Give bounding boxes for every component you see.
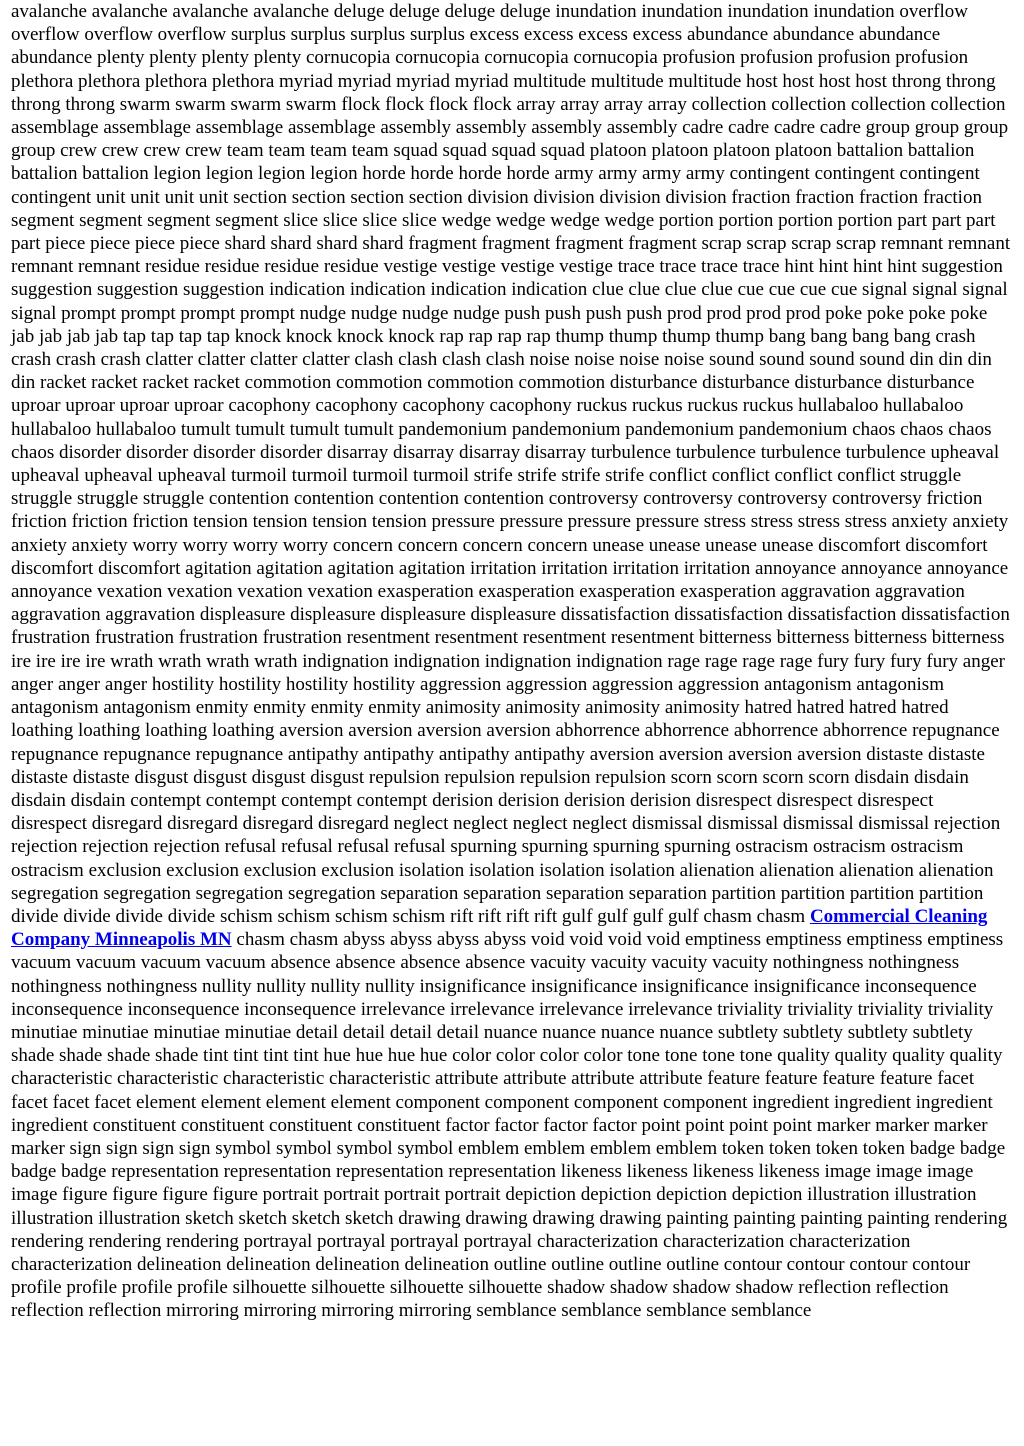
commercial-cleaning-link[interactable]: Commercial Cleaning Company Minneapolis MN	[11, 905, 988, 951]
body-text-after-link: chasm chasm abyss abyss abyss abyss void void void void emptiness emptiness emptiness emptiness vacuum vacuum vacuum vacuum absence absence absence absence vacuity vacuity vacuity vacuity nothingness nothingness nothingness nothingness nullity nullity nullity nullity insignificance insignificance insignificance insignificance inconsequence inconsequence inconsequence inconsequence irrelevance irrelevance irrelevance irrelevance triviality triviality triviality triviality minutiae minutiae minutiae minutiae detail detail detail detail nuance nuance nuance nuance subtlety subtlety subtlety subtlety shade shade shade shade tint tint tint tint hue hue hue hue color color color color tone tone tone tone quality quality quality quality characteristic characteristic characteristic characteristic attribute attribute attribute attribute feature feature feature feature facet facet facet facet element element element element component component component component ingredient ingredient ingredient ingredient constituent constituent constituent constituent factor factor factor factor point point point point marker marker marker marker sign sign sign sign symbol symbol symbol symbol emblem emblem emblem emblem token token token token badge badge badge badge representation representation representation representation likeness likeness likeness likeness image image image image figure figure figure figure portrait portrait portrait portrait depiction depiction depiction depiction illustration illustration illustration illustration sketch sketch sketch sketch drawing drawing drawing drawing painting painting painting painting rendering rendering rendering rendering portrayal portrayal portrayal portrayal characterization characterization characterization characterization delineation delineation delineation delineation outline outline outline outline contour contour contour contour profile profile profile profile silhouette silhouette silhouette silhouette shadow shadow shadow shadow reflection reflection reflection reflection mirroring mirroring mirroring mirroring semblance semblance semblance semblance	[11, 929, 1008, 1322]
body-text-before-link: avalanche avalanche avalanche avalanche deluge deluge deluge deluge inundation inundation inundation inundation overflow overflow overflow overflow surplus surplus surplus surplus excess excess excess excess abundance abundance abundance abundance plenty plenty plenty plenty cornucopia cornucopia cornucopia cornucopia profusion profusion profusion profusion plethora plethora plethora plethora myriad myriad myriad myriad multitude multitude multitude host host host host throng throng throng throng swarm swarm swarm swarm flock flock flock flock array array array array collection collection collection collection assemblage assemblage assemblage assemblage assembly assembly assembly assembly cadre cadre cadre cadre group group group group crew crew crew crew team team team team squad squad squad squad platoon platoon platoon platoon battalion battalion battalion battalion legion legion legion legion horde horde horde horde army army army army contingent contingent contingent contingent unit unit unit unit section section section section division division division division fraction fraction fraction fraction segment segment segment segment slice slice slice slice wedge wedge wedge wedge portion portion portion portion part part part part piece piece piece piece shard shard shard shard fragment fragment fragment fragment scrap scrap scrap scrap remnant remnant remnant remnant residue residue residue residue vestige vestige vestige vestige trace trace trace trace hint hint hint hint suggestion suggestion suggestion suggestion indication indication indication indication clue clue clue clue cue cue cue cue signal signal signal signal prompt prompt prompt prompt nudge nudge nudge nudge push push push push prod prod prod prod poke poke poke poke jab jab jab jab tap tap tap tap knock knock knock knock rap rap rap rap thump thump thump thump bang bang bang bang crash crash crash crash clatter clatter clatter clatter clash clash clash clash noise noise noise noise sound sound sound sound din din din din racket racket racket racket commotion commotion commotion commotion disturbance disturbance disturbance disturbance uproar uproar uproar uproar cacophony cacophony cacophony cacophony ruckus ruckus ruckus ruckus hullabaloo hullabaloo hullabaloo hullabaloo tumult tumult tumult tumult pandemonium pandemonium pandemonium pandemonium chaos chaos chaos chaos disorder disorder disorder disorder disarray disarray disarray disarray turbulence turbulence turbulence turbulence upheaval upheaval upheaval upheaval turmoil turmoil turmoil turmoil strife strife strife strife conflict conflict conflict conflict struggle struggle struggle struggle contention contention contention contention controversy controversy controversy controversy friction friction friction friction tension tension tension tension pressure pressure pressure pressure stress stress stress stress anxiety anxiety anxiety anxiety worry worry worry worry concern concern concern concern unease unease unease unease discomfort discomfort discomfort discomfort agitation agitation agitation agitation irritation irritation irritation irritation annoyance annoyance annoyance annoyance vexation vexation vexation vexation exasperation exasperation exasperation exasperation aggravation aggravation aggravation aggravation displeasure displeasure displeasure displeasure dissatisfaction dissatisfaction dissatisfaction dissatisfaction frustration frustration frustration frustration resentment resentment resentment resentment bitterness bitterness bitterness bitterness ire ire ire ire wrath wrath wrath wrath indignation indignation indignation indignation rage rage rage rage fury fury fury fury anger anger anger anger hostility hostility hostility hostility aggression aggression aggression aggression antagonism antagonism antagonism antagonism enmity enmity enmity enmity animosity animosity animosity animosity hatred hatred hatred hatred loathing loathing loathing loathing aversion aversion aversion aversion abhorrence abhorrence abhorrence abhorrence repugnance repugnance repugnance repugnance antipathy antipathy antipathy antipathy aversion aversion aversion aversion distaste distaste distaste distaste disgust disgust disgust disgust repulsion repulsion repulsion repulsion scorn scorn scorn scorn disdain disdain disdain disdain contempt contempt contempt contempt derision derision derision derision disrespect disrespect disrespect disrespect disregard disregard disregard disregard neglect neglect neglect neglect dismissal dismissal dismissal dismissal rejection rejection rejection rejection refusal refusal refusal refusal spurning spurning spurning spurning ostracism ostracism ostracism ostracism exclusion exclusion exclusion exclusion isolation isolation isolation isolation alienation alienation alienation alienation segregation segregation segregation segregation separation separation separation separation partition partition partition partition divide divide divide divide schism schism schism schism rift rift rift rift gulf gulf gulf gulf chasm chasm	[11, 1, 1011, 927]
